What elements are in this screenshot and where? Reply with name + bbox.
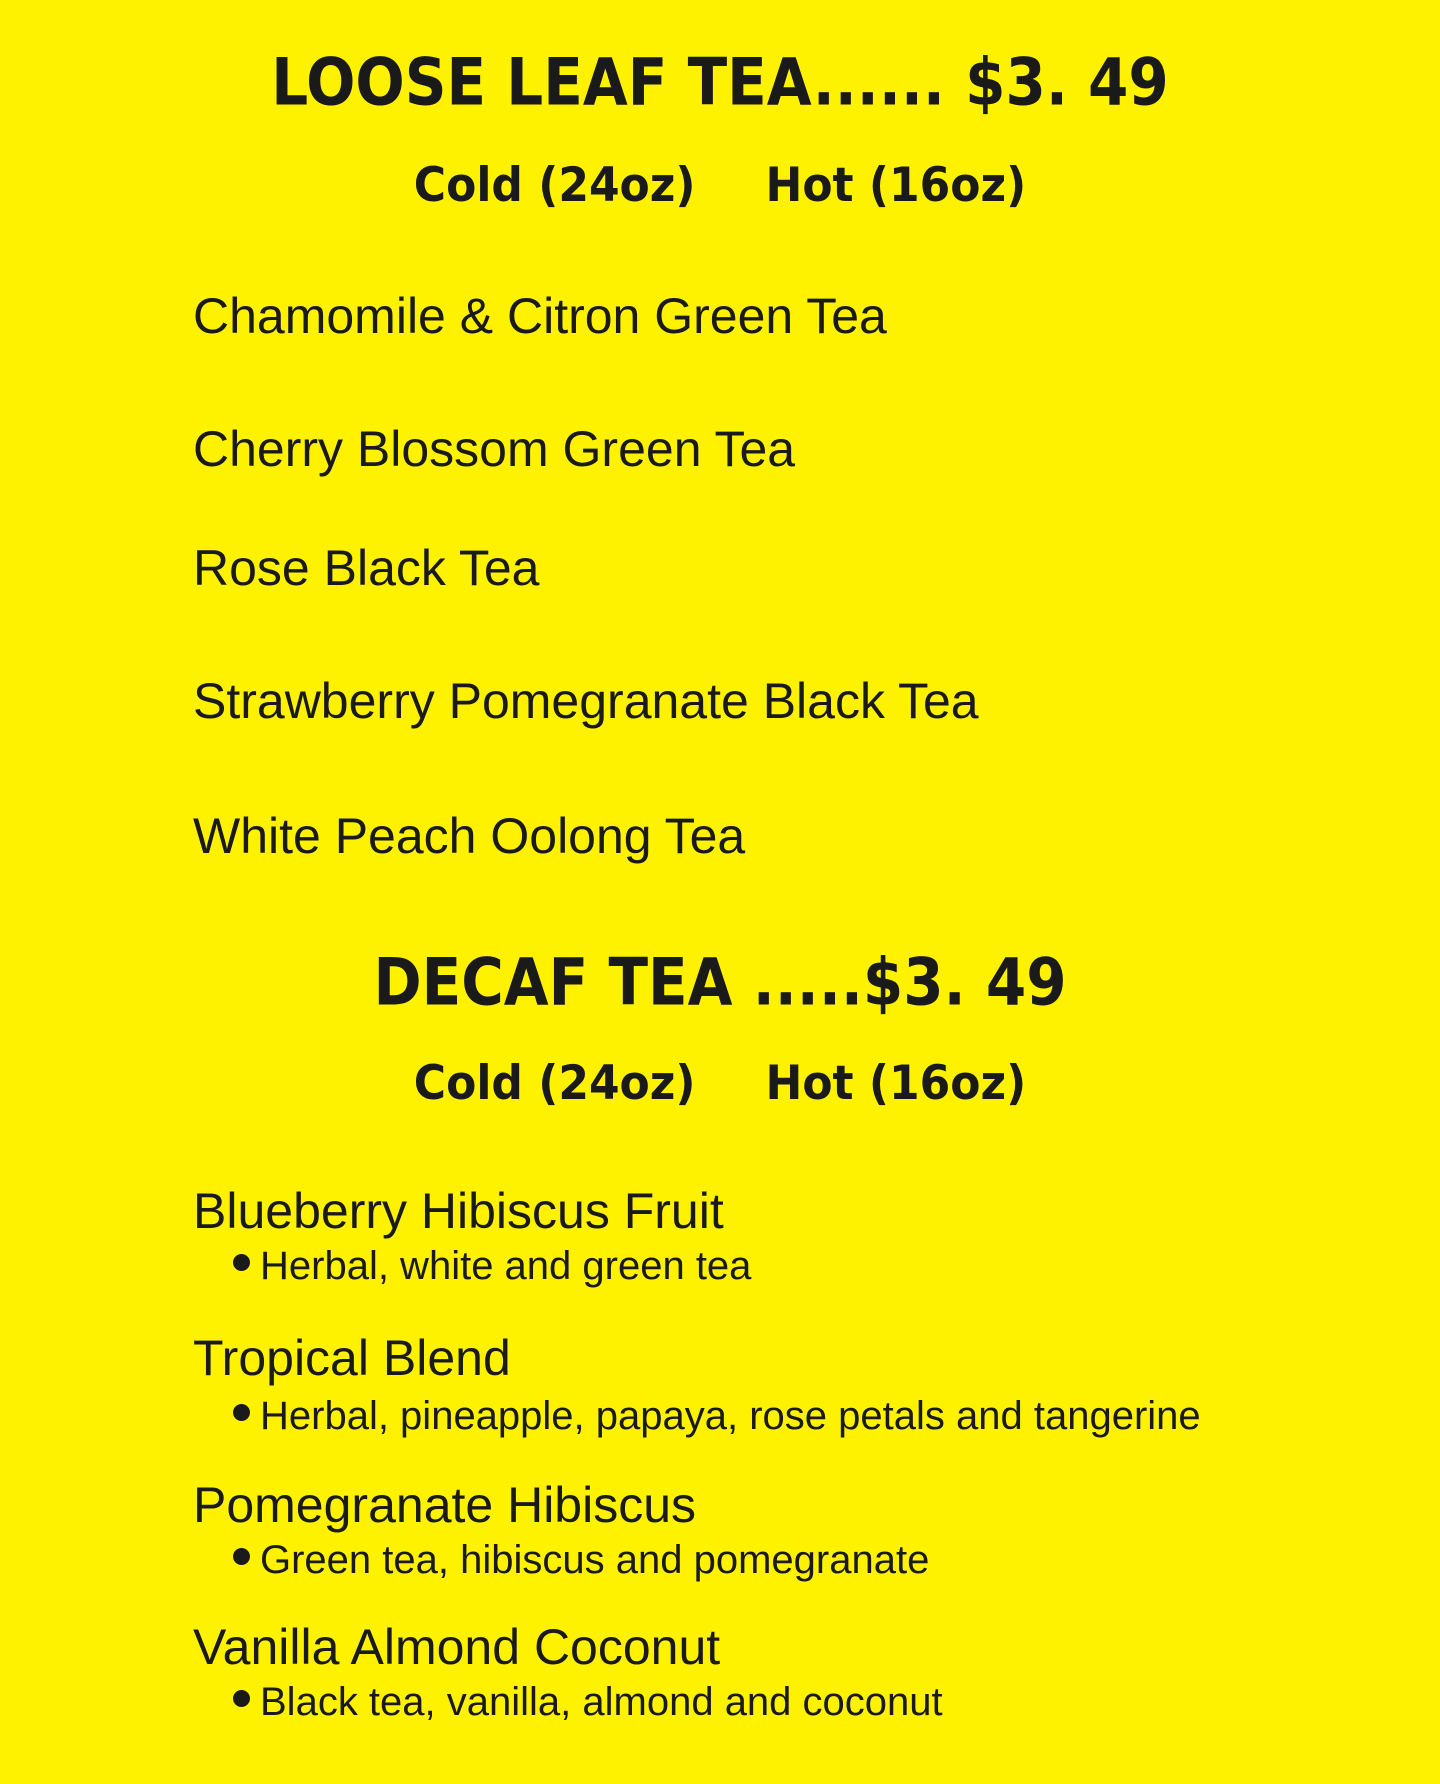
decaf-item-name: Tropical Blend: [193, 1330, 511, 1386]
decaf-item-desc-text: Herbal, white and green tea: [260, 1244, 752, 1288]
decaf-item-desc: [233, 1682, 943, 1722]
decaf-hot-size: Hot (16oz): [765, 1055, 1027, 1112]
loose-leaf-item: Chamomile & Citron Green Tea: [193, 288, 887, 344]
decaf-item-desc-text: Black tea, vanilla, almond and coconut: [260, 1680, 943, 1724]
loose-leaf-sizes: [0, 158, 1440, 213]
decaf-item-name: Blueberry Hibiscus Fruit: [193, 1183, 724, 1239]
decaf-cold-size: Cold (24oz): [413, 1055, 696, 1112]
decaf-item-desc-text: Green tea, hibiscus and pomegranate: [260, 1538, 930, 1582]
bullet-icon: [233, 1690, 250, 1707]
loose-leaf-item: Strawberry Pomegranate Black Tea: [193, 673, 979, 729]
loose-leaf-hot-size: Hot (16oz): [765, 157, 1027, 214]
loose-leaf-item: Cherry Blossom Green Tea: [193, 421, 796, 477]
bullet-icon: [233, 1254, 250, 1271]
decaf-item-desc: [233, 1540, 929, 1580]
loose-leaf-title: LOOSE LEAF TEA...... $3. 49: [271, 43, 1169, 121]
decaf-item-desc: [233, 1396, 1201, 1436]
bullet-icon: [233, 1404, 250, 1421]
decaf-item-desc: [233, 1246, 751, 1286]
decaf-title: DECAF TEA .....$3. 49: [373, 943, 1067, 1021]
loose-leaf-item: White Peach Oolong Tea: [193, 808, 746, 864]
decaf-sizes: [0, 1056, 1440, 1111]
loose-leaf-cold-size: Cold (24oz): [413, 157, 696, 214]
decaf-item-desc-text: Herbal, pineapple, papaya, rose petals and tangerine: [260, 1394, 1201, 1438]
decaf-item-name: Vanilla Almond Coconut: [193, 1619, 721, 1675]
bullet-icon: [233, 1548, 250, 1565]
loose-leaf-item: Rose Black Tea: [193, 540, 540, 596]
decaf-item-name: Pomegranate Hibiscus: [193, 1477, 697, 1533]
